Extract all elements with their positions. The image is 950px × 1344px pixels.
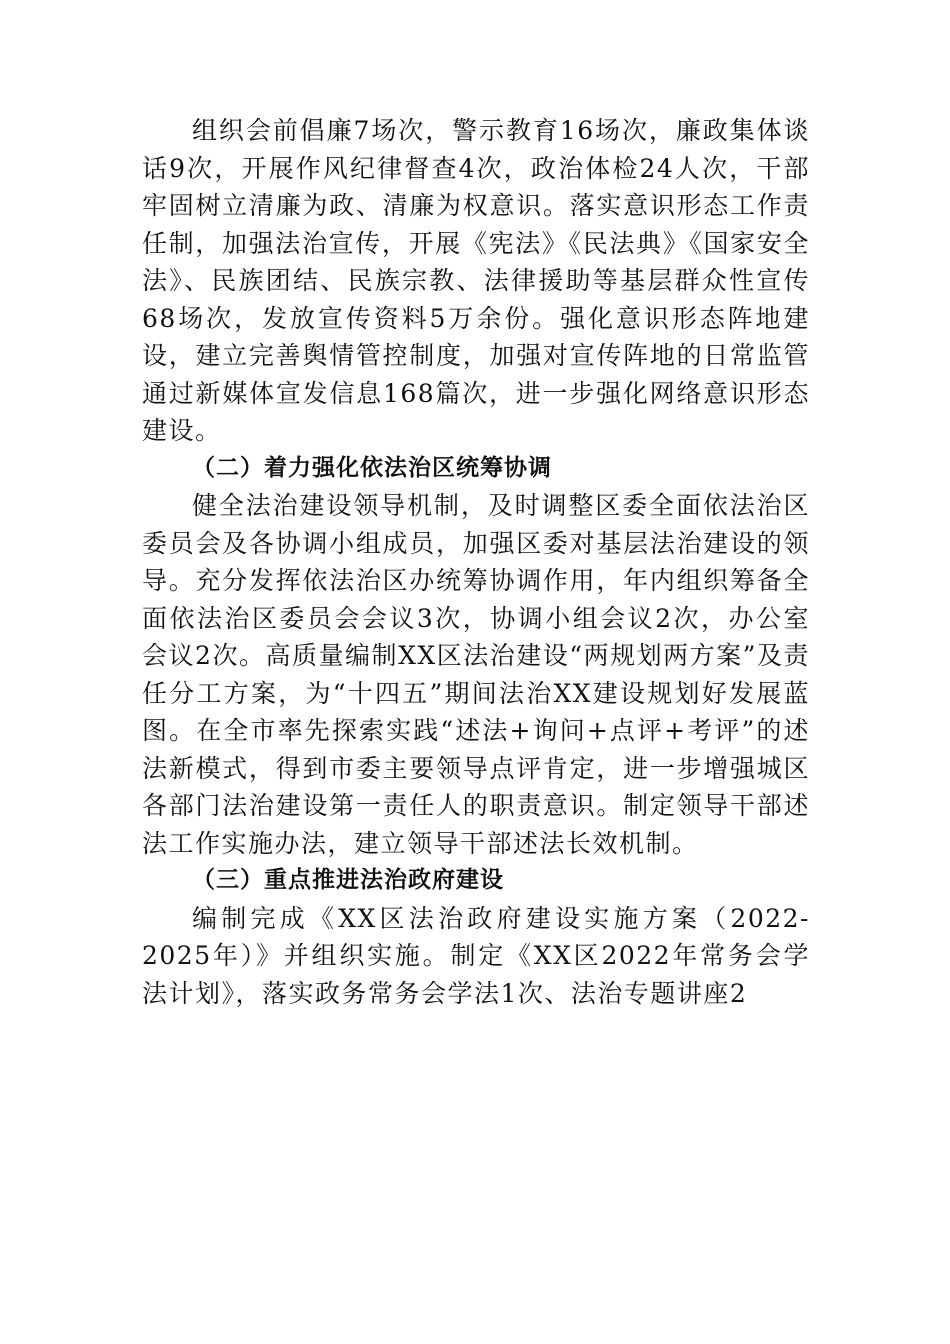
paragraph-government-construction: 编制完成《XX区法治政府建设实施方案（2022-2025年）》并组织实施。制定《XX区2022年常务会学法计划》，落实政务常务会学法1次、法治专题讲座2	[142, 903, 810, 1008]
section-heading-2: （二）着力强化依法治区统筹协调	[192, 454, 552, 481]
document-body	[142, 112, 810, 1012]
paragraph-discipline-ideology: 组织会前倡廉7场次，警示教育16场次，廉政集体谈话9次，开展作风纪律督查4次，政治体检24人次，干部牢固树立清廉为政、清廉为权意识。落实意识形态工作责任制，加强法治宣传，开展《宪法》《民法典》《国家安全法》、民族团结、民族宗教、法律援助等基层群众性宣传68场次，发放宣传资料5万余份。强化意识形态阵地建设，建立完善舆情管控制度，加强对宣传阵地的日常监管通过新媒体宣发信息168篇次，进一步强化网络意识形态建设。	[142, 116, 810, 445]
section-heading-3: （三）重点推进法治政府建设	[192, 867, 504, 893]
paragraph-coordination: 健全法治建设领导机制，及时调整区委全面依法治区委员会及各协调小组成员，加强区委对基层法治建设的领导。充分发挥依法治区办统筹协调作用，年内组织筹备全面依法治区委员会会议3次，协调小组会议2次，办公室会议2次。高质量编制XX区法治建设“两规划两方案”及责任分工方案，为“十四五”期间法治XX建设规划好发展蓝图。在全市率先探索实践“述法+询问+点评+考评”的述法新模式，得到市委主要领导点评肯定，进一步增强城区各部门法治建设第一责任人的职责意识。制定领导干部述法工作实施办法，建立领导干部述法长效机制。	[142, 491, 810, 858]
